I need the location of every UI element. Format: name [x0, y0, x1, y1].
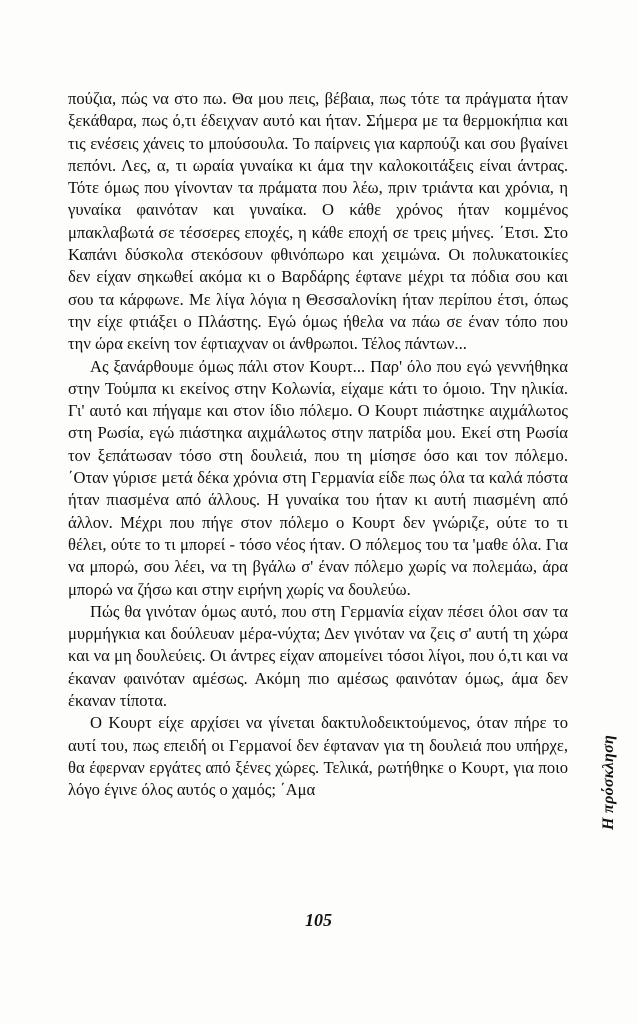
paragraph-continued: πούζια, πώς να στο πω. Θα μου πεις, βέβαια, πως τότε τα πράγματα ήταν ξεκάθαρα, πως ό,τι έδειχναν αυτό και ήταν. Σήμερα με τα θερμοκήπια και τις ενέσεις χάνεις το μπούσουλα. Το παίρνεις για καρπούζι και σου βγαίνει πεπόνι. Λες, α, τι ωραία γυναίκα κι άμα την καλοκοιτάξεις είναι άντρας. Τότε όμως που γίνονταν τα πράματα που λέω, πριν τριάντα και χρόνια, η γυναίκα φαινόταν και γυναίκα. Ο κάθε χρόνος ήταν κομμένος μπακλαβωτά σε τέσσερες εποχές, η κάθε εποχή σε τρεις μήνες. ΄Ετσι. Στο Καπάνι δύσκολα στεκόσουν φθινόπωρο και χειμώνα. Οι πολυκατοικίες δεν είχαν σηκωθεί ακόμα κι ο Βαρδάρης έφτανε μέχρι τα πόδια σου και σου τα κάρφωνε. Με λίγα λόγια η Θεσσαλονίκη ήταν περίπου έτσι, όπως την είχε φτιάξει ο Πλάστης. Εγώ όμως ήθελα να πάω σε έναν τόπο που την ώρα εκείνη τον έφτιαχναν οι άνθρωποι. Τέλος πάντων...: [68, 89, 568, 354]
paragraph: Πώς θα γινόταν όμως αυτό, που στη Γερμανία είχαν πέσει όλοι σαν τα μυρμήγκια και δούλευαν μέρα-νύχτα; Δεν γινόταν να ζεις σ' αυτή τη χώρα και να μη δουλεύεις. Οι άντρες είχαν απομείνει τόσοι λίγοι, που ό,τι και να έκαναν φαινόταν αμέσως. Ακόμη πιο αμέσως φαινόταν όμως, άμα δεν έκαναν τίποτα.: [68, 601, 568, 711]
paragraph: Ο Κουρτ είχε αρχίσει να γίνεται δακτυλοδεικτούμενος, όταν πήρε το αυτί του, πως επειδή οι Γερμανοί δεν έφταναν για τη δουλειά που υπήρχε, θα έφερναν εργάτες από ξένες χώρες. Τελικά, ρωτήθηκε ο Κουρτ, για ποιο λόγο έγινε όλος αυτός ο χαμός; ΄Αμα: [68, 713, 568, 800]
body-text: [68, 88, 568, 802]
paragraph: Ας ξανάρθουμε όμως πάλι στον Κουρτ... Παρ' όλο που εγώ γεννήθηκα στην Τούμπα κι εκείνος στην Κολωνία, είχαμε κάτι το όμοιο. Την ηλικία. Γι' αυτό και πήγαμε και στον ίδιο πόλεμο. Ο Κουρτ πιάστηκε αιχμάλωτος στη Ρωσία, εγώ πιάστηκα αιχμάλωτος στην πατρίδα μου. Εκεί στη Ρωσία τον ξεπάτωσαν τόσο στη δουλειά, που τη μίσησε όσο και τον πόλεμο. ΄Οταν γύρισε μετά δέκα χρόνια στη Γερμανία είδε πως όλα τα καλά πόστα ήταν πιασμένα από άλλους. Η γυναίκα του ήταν κι αυτή πιασμένη από άλλον. Μέχρι που πήγε στον πόλεμο ο Κουρτ δεν γνώριζε, ούτε το τι θέλει, ούτε το τι μπορεί - τόσο νέος ήταν. Ο πόλεμος του τα 'μαθε όλα. Για να μπορώ, σου λέει, να τη βγάλω σ' έναν πόλεμο χωρίς να πολεμάω, άρα μπορώ να ζήσω και στην ειρήνη χωρίς να δουλεύω.: [68, 356, 568, 599]
running-title-text: Η πρόσκληση: [600, 734, 617, 830]
page-number: 105: [305, 910, 332, 930]
